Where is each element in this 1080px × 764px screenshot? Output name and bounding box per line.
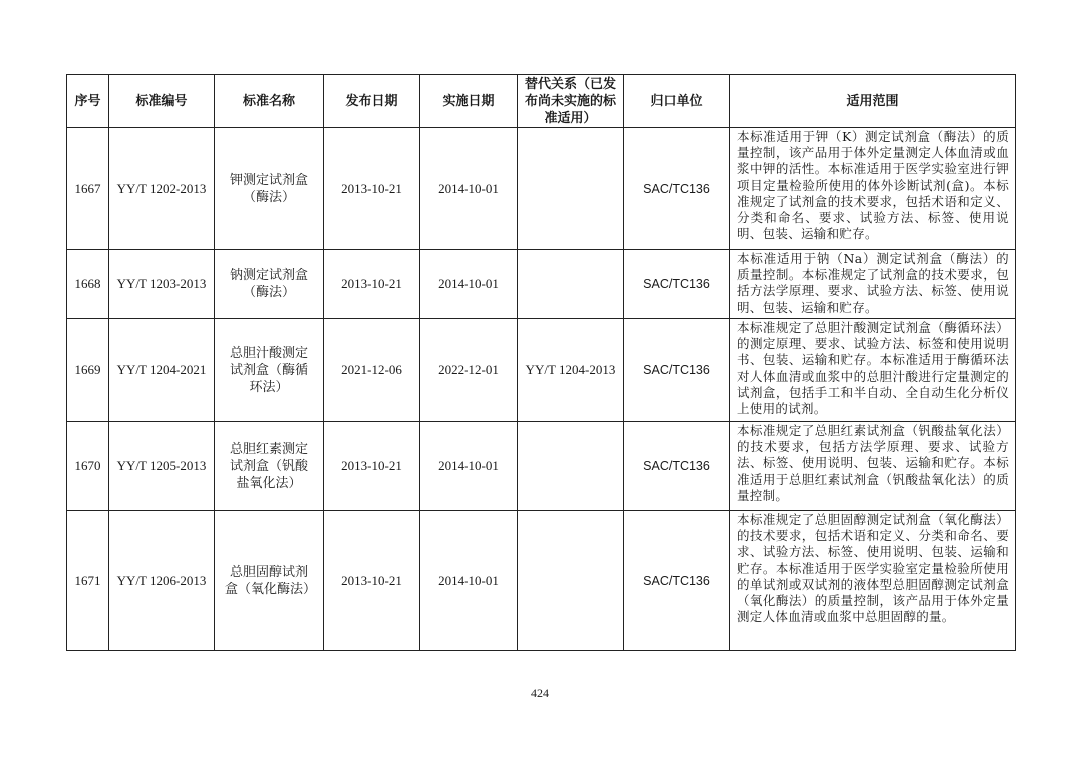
row-replacement [518, 511, 624, 651]
row-name: 总胆红素测定试剂盒（钒酸盐氧化法） [215, 422, 324, 511]
row-scope: 本标准适用于钾（K）测定试剂盒（酶法）的质量控制，该产品用于体外定量测定人体血清或血浆中钾的活性。本标准适用于医学实验室进行钾项目定量检验所使用的体外诊断试剂(盒)。本标准规定了试剂盒的技术要求，包括术语和定义、分类和命名、要求、试验方法、标签、使用说明、包装、运输和贮存。 [730, 128, 1016, 250]
row-name: 钾测定试剂盒（酶法） [215, 128, 324, 250]
row-num: 1669 [67, 319, 109, 422]
row-code: YY/T 1204-2021 [109, 319, 215, 422]
header-scope: 适用范围 [730, 75, 1016, 128]
row-publish-date: 2021-12-06 [324, 319, 420, 422]
header-row [67, 75, 1016, 128]
row-replacement [518, 422, 624, 511]
row-name: 钠测定试剂盒（酶法） [215, 250, 324, 319]
row-code: YY/T 1206-2013 [109, 511, 215, 651]
header-name: 标准名称 [215, 75, 324, 128]
row-department: SAC/TC136 [624, 250, 730, 319]
row-implement-date: 2022-12-01 [420, 319, 518, 422]
row-num: 1670 [67, 422, 109, 511]
row-publish-date: 2013-10-21 [324, 422, 420, 511]
row-code: YY/T 1202-2013 [109, 128, 215, 250]
row-num: 1667 [67, 128, 109, 250]
row-department: SAC/TC136 [624, 511, 730, 651]
table-row [67, 422, 1016, 511]
header-replacement: 替代关系（已发布尚未实施的标准适用） [518, 75, 624, 128]
row-implement-date: 2014-10-01 [420, 511, 518, 651]
row-name: 总胆汁酸测定试剂盒（酶循环法） [215, 319, 324, 422]
row-implement-date: 2014-10-01 [420, 422, 518, 511]
row-replacement [518, 128, 624, 250]
row-num: 1671 [67, 511, 109, 651]
row-name: 总胆固醇试剂盒（氧化酶法） [215, 511, 324, 651]
row-implement-date: 2014-10-01 [420, 128, 518, 250]
header-publish-date: 发布日期 [324, 75, 420, 128]
row-scope: 本标准规定了总胆汁酸测定试剂盒（酶循环法）的测定原理、要求、试验方法、标签和使用说明书、包装、运输和贮存。本标准适用于酶循环法对人体血清或血浆中的总胆汁酸进行定量测定的试剂盒，包括手工和半自动、全自动生化分析仪上使用的试剂。 [730, 319, 1016, 422]
header-code: 标准编号 [109, 75, 215, 128]
row-publish-date: 2013-10-21 [324, 128, 420, 250]
table-row [67, 128, 1016, 250]
row-scope: 本标准规定了总胆红素试剂盒（钒酸盐氧化法）的技术要求，包括方法学原理、要求、试验方法、标签、使用说明、包装、运输和贮存。本标准适用于总胆红素试剂盒（钒酸盐氧化法）的质量控制。 [730, 422, 1016, 511]
row-scope: 本标准规定了总胆固醇测定试剂盒（氧化酶法）的技术要求，包括术语和定义、分类和命名、要求、试验方法、标签、使用说明、包装、运输和贮存。本标准适用于医学实验室定量检验所使用的单试剂或双试剂的液体型总胆固醇测定试剂盒（氧化酶法）的质量控制，该产品用于体外定量测定人体血清或血浆中总胆固醇的量。 [730, 511, 1016, 651]
table-row [67, 511, 1016, 651]
row-department: SAC/TC136 [624, 422, 730, 511]
standards-table [66, 74, 1016, 651]
row-scope: 本标准适用于钠（Na）测定试剂盒（酶法）的质量控制。本标准规定了试剂盒的技术要求，包括方法学原理、要求、试验方法、标签、使用说明、包装、运输和贮存。 [730, 250, 1016, 319]
table-row [67, 250, 1016, 319]
row-code: YY/T 1203-2013 [109, 250, 215, 319]
row-department: SAC/TC136 [624, 319, 730, 422]
row-publish-date: 2013-10-21 [324, 250, 420, 319]
row-publish-date: 2013-10-21 [324, 511, 420, 651]
row-department: SAC/TC136 [624, 128, 730, 250]
header-num: 序号 [67, 75, 109, 128]
row-replacement [518, 250, 624, 319]
table-row [67, 319, 1016, 422]
header-implement-date: 实施日期 [420, 75, 518, 128]
row-num: 1668 [67, 250, 109, 319]
row-replacement: YY/T 1204-2013 [518, 319, 624, 422]
page-number: 424 [531, 686, 549, 700]
row-implement-date: 2014-10-01 [420, 250, 518, 319]
row-code: YY/T 1205-2013 [109, 422, 215, 511]
header-department: 归口单位 [624, 75, 730, 128]
